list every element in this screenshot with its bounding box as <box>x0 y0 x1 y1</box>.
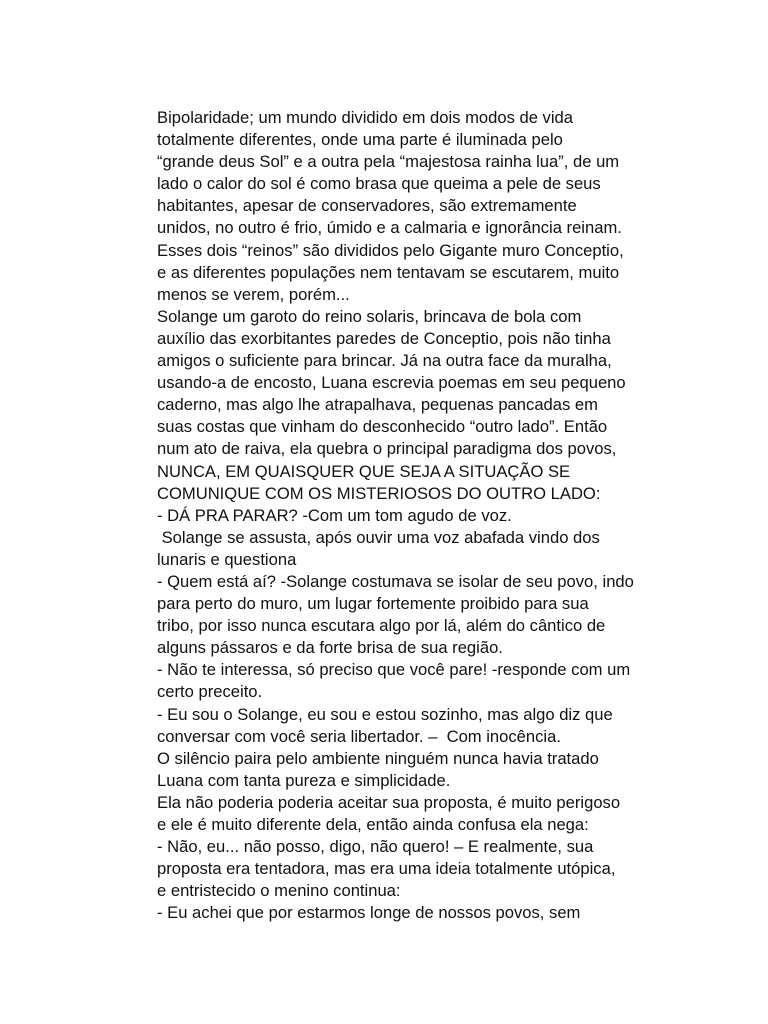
text-line: - Não, eu... não posso, digo, não quero! – E realmente, sua <box>157 837 594 857</box>
text-line: amigos o suficiente para brincar. Já na outra face da muralha, <box>157 351 612 371</box>
text-line: unidos, no outro é frio, úmido e a calmaria e ignorância reinam. <box>157 218 622 238</box>
text-line: lado o calor do sol é como brasa que queima a pele de seus <box>157 174 601 194</box>
text-line: O silêncio paira pelo ambiente ninguém nunca havia tratado <box>157 748 599 768</box>
text-line: - Quem está aí? -Solange costumava se isolar de seu povo, indo <box>157 571 634 591</box>
text-line: lunaris e questiona <box>157 549 297 569</box>
text-line: - DÁ PRA PARAR? -Com um tom agudo de voz. <box>157 505 512 525</box>
text-line: certo preceito. <box>157 682 263 702</box>
text-line: habitantes, apesar de conservadores, são extremamente <box>157 196 577 216</box>
text-line: Esses dois “reinos” são divididos pelo Gigante muro Conceptio, <box>157 240 624 260</box>
text-line: totalmente diferentes, onde uma parte é iluminada pelo <box>157 130 563 150</box>
text-line: - Eu achei que por estarmos longe de nossos povos, sem <box>157 903 581 923</box>
text-line: NUNCA, EM QUAISQUER QUE SEJA A SITUAÇÃO SE <box>157 461 571 481</box>
text-line: para perto do muro, um lugar fortemente proibido para sua <box>157 594 589 614</box>
text-line: e as diferentes populações nem tentavam se escutarem, muito <box>157 262 620 282</box>
body-text <box>157 107 677 924</box>
text-line: usando-a de encosto, Luana escrevia poemas em seu pequeno <box>157 373 626 393</box>
text-line: Luana com tanta pureza e simplicidade. <box>157 770 451 790</box>
text-line: suas costas que vinham do desconhecido “outro lado”. Então <box>157 417 608 437</box>
text-line: Solange um garoto do reino solaris, brincava de bola com <box>157 306 582 326</box>
text-line: Ela não poderia poderia aceitar sua proposta, é muito perigoso <box>157 792 621 812</box>
text-line: alguns pássaros e da forte brisa de sua região. <box>157 638 503 658</box>
text-line: menos se verem, porém... <box>157 284 350 304</box>
text-line: auxílio das exorbitantes paredes de Conceptio, pois não tinha <box>157 328 611 348</box>
text-line: - Não te interessa, só preciso que você pare! -responde com um <box>157 660 631 680</box>
text-line: e ele é muito diferente dela, então ainda confusa ela nega: <box>157 815 589 834</box>
text-line: COMUNIQUE COM OS MISTERIOSOS DO OUTRO LADO: <box>157 483 601 503</box>
text-line: conversar com você seria libertador. – Com inocência. <box>157 726 561 746</box>
text-line: - Eu sou o Solange, eu sou e estou sozinho, mas algo diz que <box>157 704 613 724</box>
text-line: caderno, mas algo lhe atrapalhava, pequenas pancadas em <box>157 395 598 415</box>
text-line: Bipolaridade; um mundo dividido em dois modos de vida <box>157 108 574 127</box>
text-line: e entristecido o menino continua: <box>157 881 401 901</box>
text-line: tribo, por isso nunca escutara algo por lá, além do cântico de <box>157 616 606 636</box>
text-line: proposta era tentadora, mas era uma ideia totalmente utópica, <box>157 859 616 879</box>
text-line: Solange se assusta, após ouvir uma voz abafada vindo dos <box>157 527 600 547</box>
text-line: “grande deus Sol” e a outra pela “majestosa rainha lua”, de um <box>157 152 620 172</box>
text-line: num ato de raiva, ela quebra o principal paradigma dos povos, <box>157 439 617 459</box>
